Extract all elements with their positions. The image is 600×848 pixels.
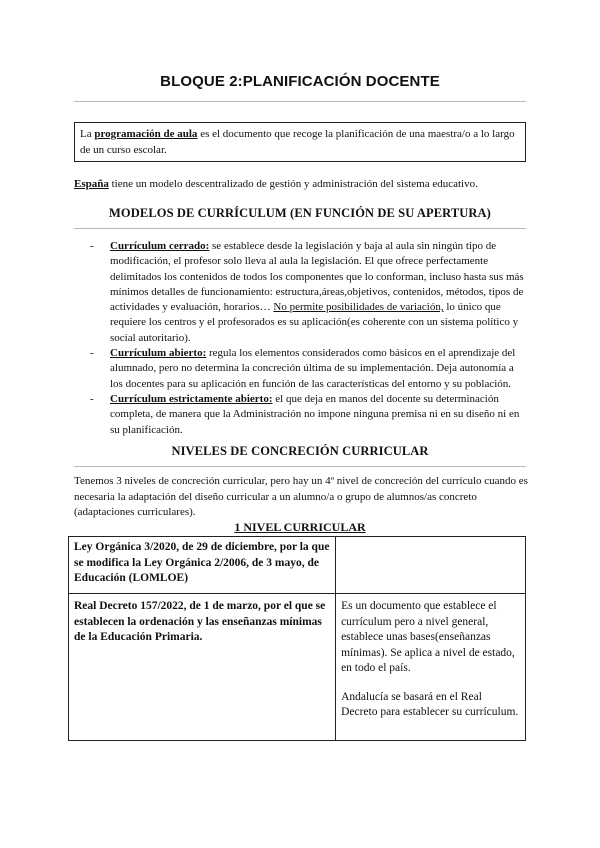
curriculum-estrictamente-abierto-term: Currículum estrictamente abierto:: [110, 392, 273, 405]
niveles-heading: NIVELES DE CONCRECIÓN CURRICULAR: [171, 444, 429, 458]
list-dash: -: [90, 240, 94, 252]
modelos-heading: MODELOS DE CURRÍCULUM (EN FUNCIÓN DE SU APERTURA): [109, 206, 491, 220]
curriculum-cerrado-underlined: No permite posibilidades de variación,: [273, 301, 444, 314]
definition-term: programación de aula: [94, 128, 198, 140]
curriculum-estrictamente-abierto-text: el que deja en manos del docente su determinación completa, de manera que la Administración no impone ninguna premisa ni en su diseño ni en su planificación.: [110, 392, 520, 436]
paragraph-gap: [341, 677, 520, 690]
curriculum-abierto-term: Currículum abierto:: [110, 347, 207, 360]
page-title: BLOQUE 2:PLANIFICACIÓN DOCENTE: [160, 73, 440, 90]
description-text-andalucia: Andalucía se basará en el Real Decreto para establecer su currículum.: [341, 690, 519, 718]
description-cell: [336, 537, 526, 594]
spain-note: [74, 177, 526, 193]
curriculum-cerrado-term: Currículum cerrado:: [110, 240, 210, 252]
list-dash: -: [90, 392, 94, 405]
definition-text: es el documento que recoge la planificación de una maestra/o a lo largo de un curso escolar.: [80, 128, 515, 156]
nivel-curricular-heading: 1 NIVEL CURRICULAR: [234, 520, 366, 534]
law-cell: Ley Orgánica 3/2020, de 29 de diciembre, por la que se modifica la Ley Orgánica 2/2006, de 3 mayo, de Educación (LOMLOE): [69, 537, 336, 594]
curriculum-abierto-text: regula los elementos considerados como básicos en el aprendizaje del alumnado, pero no determina la concreción última de su implementación. Deja autonomía a los docentes para su aplicación en función de las características del entorno y su población.: [110, 347, 516, 390]
table-row: [69, 537, 526, 594]
description-cell: [336, 594, 526, 741]
definition-pre: La: [80, 128, 95, 140]
list-item: [90, 392, 528, 438]
spain-text: tiene un modelo descentralizado de gestión y administración del sistema educativo.: [108, 178, 478, 190]
nivel-curricular-table: [68, 536, 526, 741]
list-dash: -: [90, 347, 94, 360]
title-divider: [74, 101, 526, 102]
spain-term: España: [74, 178, 109, 190]
description-text: Es un documento que establece el currículum pero a nivel general, establece unas bases(enseñanzas mínimas). Se aplica a nivel de estado, en todo el país.: [341, 600, 515, 674]
modelos-divider: [74, 228, 526, 229]
table-row: [69, 594, 526, 741]
list-item: [90, 346, 528, 392]
list-item: [90, 239, 528, 346]
niveles-intro: Tenemos 3 niveles de concreción curricular, pero hay un 4º nivel de concreción del currículo cuando es necesaria la adaptación del diseño curricular a un alumno/a o grupo de alumnos/as concreto (adaptaciones curriculares).: [74, 475, 528, 518]
law-cell: Real Decreto 157/2022, de 1 de marzo, por el que se establecen la ordenación y las enseñanzas mínimas de la Educación Primaria.: [69, 594, 336, 741]
definition-box: [74, 122, 526, 162]
curriculum-cerrado-text-end: lo único que requiere los centros y el profesorados es su aplicación(es coherente con un sistema político y social autoritario).: [110, 301, 519, 344]
curriculum-cerrado-text: se establece desde la legislación y baja al aula sin ningún tipo de modificación, el profesor solo lleva al aula la legislación. El que ofrece perfectamente delimitados los contenidos de todos los componentes que lo conforman, incluso hasta sus más mínimos detalles de funcionamiento: estructura,áreas,objetivos, contenidos, métodos, tipos de actividades y evaluación, horarios…: [110, 240, 524, 314]
curriculum-models-list: [90, 239, 528, 438]
niveles-divider: [74, 466, 526, 467]
